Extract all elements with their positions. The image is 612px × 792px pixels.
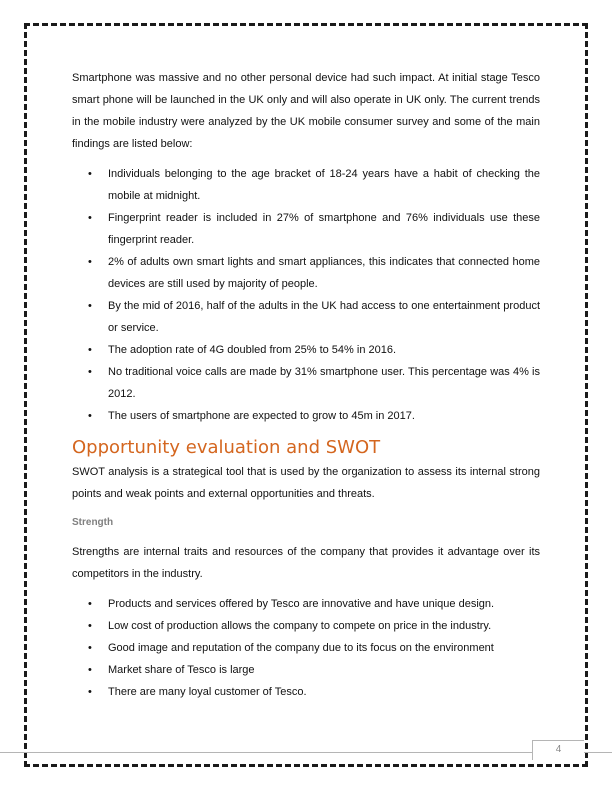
list-item: • Market share of Tesco is large bbox=[72, 659, 540, 681]
list-item: • Individuals belonging to the age bracket of 18-24 years have a habit of checking the mobile at midnight. bbox=[72, 163, 540, 207]
findings-list bbox=[72, 163, 540, 427]
strength-list bbox=[72, 593, 540, 703]
list-item: • The adoption rate of 4G doubled from 25% to 54% in 2016. bbox=[72, 339, 540, 361]
list-item: • By the mid of 2016, half of the adults in the UK had access to one entertainment product or service. bbox=[72, 295, 540, 339]
list-item: • There are many loyal customer of Tesco. bbox=[72, 681, 540, 703]
list-item: • The users of smartphone are expected to grow to 45m in 2017. bbox=[72, 405, 540, 427]
list-item: • 2% of adults own smart lights and smart appliances, this indicates that connected home devices are still used by majority of people. bbox=[72, 251, 540, 295]
list-item: • Good image and reputation of the company due to its focus on the environment bbox=[72, 637, 540, 659]
footer-rule bbox=[0, 752, 612, 753]
section-heading: Opportunity evaluation and SWOT bbox=[72, 437, 381, 458]
list-item: • Fingerprint reader is included in 27% of smartphone and 76% individuals use these fingerprint reader. bbox=[72, 207, 540, 251]
intro-paragraph: Smartphone was massive and no other personal device had such impact. At initial stage Tesco smart phone will be launched in the UK only and will also operate in UK only. The current trends in the mobile industry were analyzed by the UK mobile consumer survey and some of the main findings are listed below: bbox=[72, 72, 540, 150]
page-number: 4 bbox=[532, 740, 584, 760]
strength-heading: Strength bbox=[72, 517, 114, 528]
page-content bbox=[72, 67, 540, 703]
strength-paragraph: Strengths are internal traits and resources of the company that provides it advantage over its competitors in the industry. bbox=[72, 546, 540, 580]
list-item: • Products and services offered by Tesco are innovative and have unique design. bbox=[72, 593, 540, 615]
list-item: • Low cost of production allows the company to compete on price in the industry. bbox=[72, 615, 540, 637]
swot-paragraph: SWOT analysis is a strategical tool that is used by the organization to assess its internal strong points and weak points and external opportunities and threats. bbox=[72, 466, 540, 500]
list-item: • No traditional voice calls are made by 31% smartphone user. This percentage was 4% is 2012. bbox=[72, 361, 540, 405]
